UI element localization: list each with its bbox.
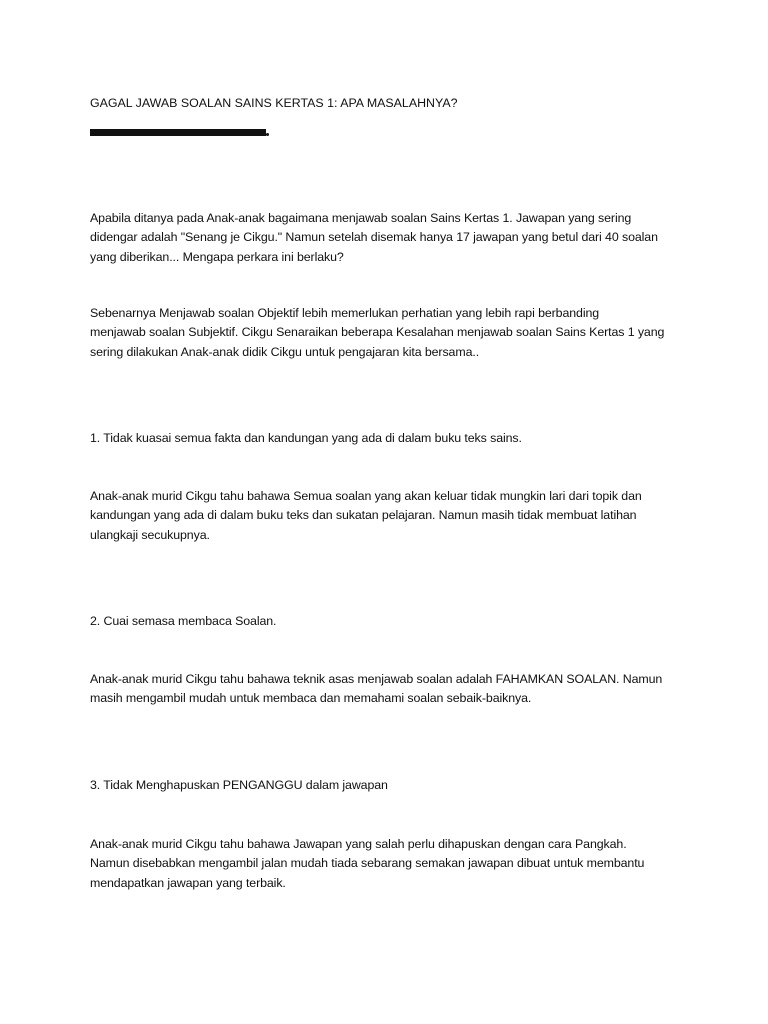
paragraph-2 [90, 304, 680, 362]
paragraph-3-line-1: Anak-anak murid Cikgu tahu bahawa Semua soalan yang akan keluar tidak mungkin lari dari topik dan [90, 489, 642, 503]
paragraph-2-line-1: Sebenarnya Menjawab soalan Objektif lebih memerlukan perhatian yang lebih rapi berbanding [90, 306, 600, 320]
heading-2: 2. Cuai semasa membaca Soalan. [90, 614, 277, 628]
paragraph-1-line-3: yang diberikan... Mengapa perkara ini berlaku? [90, 249, 344, 264]
paragraph-4 [90, 670, 680, 709]
redaction-bar [90, 129, 266, 136]
paragraph-3-line-3: ulangkaji secukupnya. [90, 527, 210, 542]
paragraph-4-line-1: Anak-anak murid Cikgu tahu bahawa teknik asas menjawab soalan adalah FAHAMKAN SOALAN. Namun [90, 672, 663, 686]
paragraph-2-line-3: sering dilakukan Anak-anak didik Cikgu untuk pengajaran kita bersama.. [90, 344, 480, 359]
document-title: GAGAL JAWAB SOALAN SAINS KERTAS 1: APA MASALAHNYA? [90, 96, 458, 110]
paragraph-4-line-2: masih mengambil mudah untuk membaca dan memahami soalan sebaik-baiknya. [90, 691, 532, 706]
paragraph-3-line-2: kandungan yang ada di dalam buku teks dan sukatan pelajaran. Namun masih tidak membuat latihan [90, 508, 637, 523]
paragraph-2-line-2: menjawab soalan Subjektif. Cikgu Senaraikan beberapa Kesalahan menjawab soalan Sains Kertas 1 yang [90, 325, 665, 340]
paragraph-1-line-1: Apabila ditanya pada Anak-anak bagaimana menjawab soalan Sains Kertas 1. Jawapan yang sering [90, 211, 632, 225]
paragraph-5-line-3: mendapatkan jawapan yang terbaik. [90, 875, 286, 890]
redaction-dot [266, 133, 269, 136]
paragraph-1-line-2: didengar adalah "Senang je Cikgu." Namun setelah disemak hanya 17 jawapan yang betul dari 40 soalan [90, 230, 658, 245]
paragraph-1 [90, 209, 680, 267]
paragraph-3 [90, 487, 680, 545]
heading-3: 3. Tidak Menghapuskan PENGANGGU dalam jawapan [90, 778, 388, 792]
paragraph-5-line-2: Namun disebabkan mengambil jalan mudah tiada sebarang semakan jawapan dibuat untuk membantu [90, 856, 645, 871]
paragraph-5 [90, 835, 680, 893]
heading-1: 1. Tidak kuasai semua fakta dan kandungan yang ada di dalam buku teks sains. [90, 431, 522, 445]
paragraph-5-line-1: Anak-anak murid Cikgu tahu bahawa Jawapan yang salah perlu dihapuskan dengan cara Pangkah. [90, 837, 627, 851]
